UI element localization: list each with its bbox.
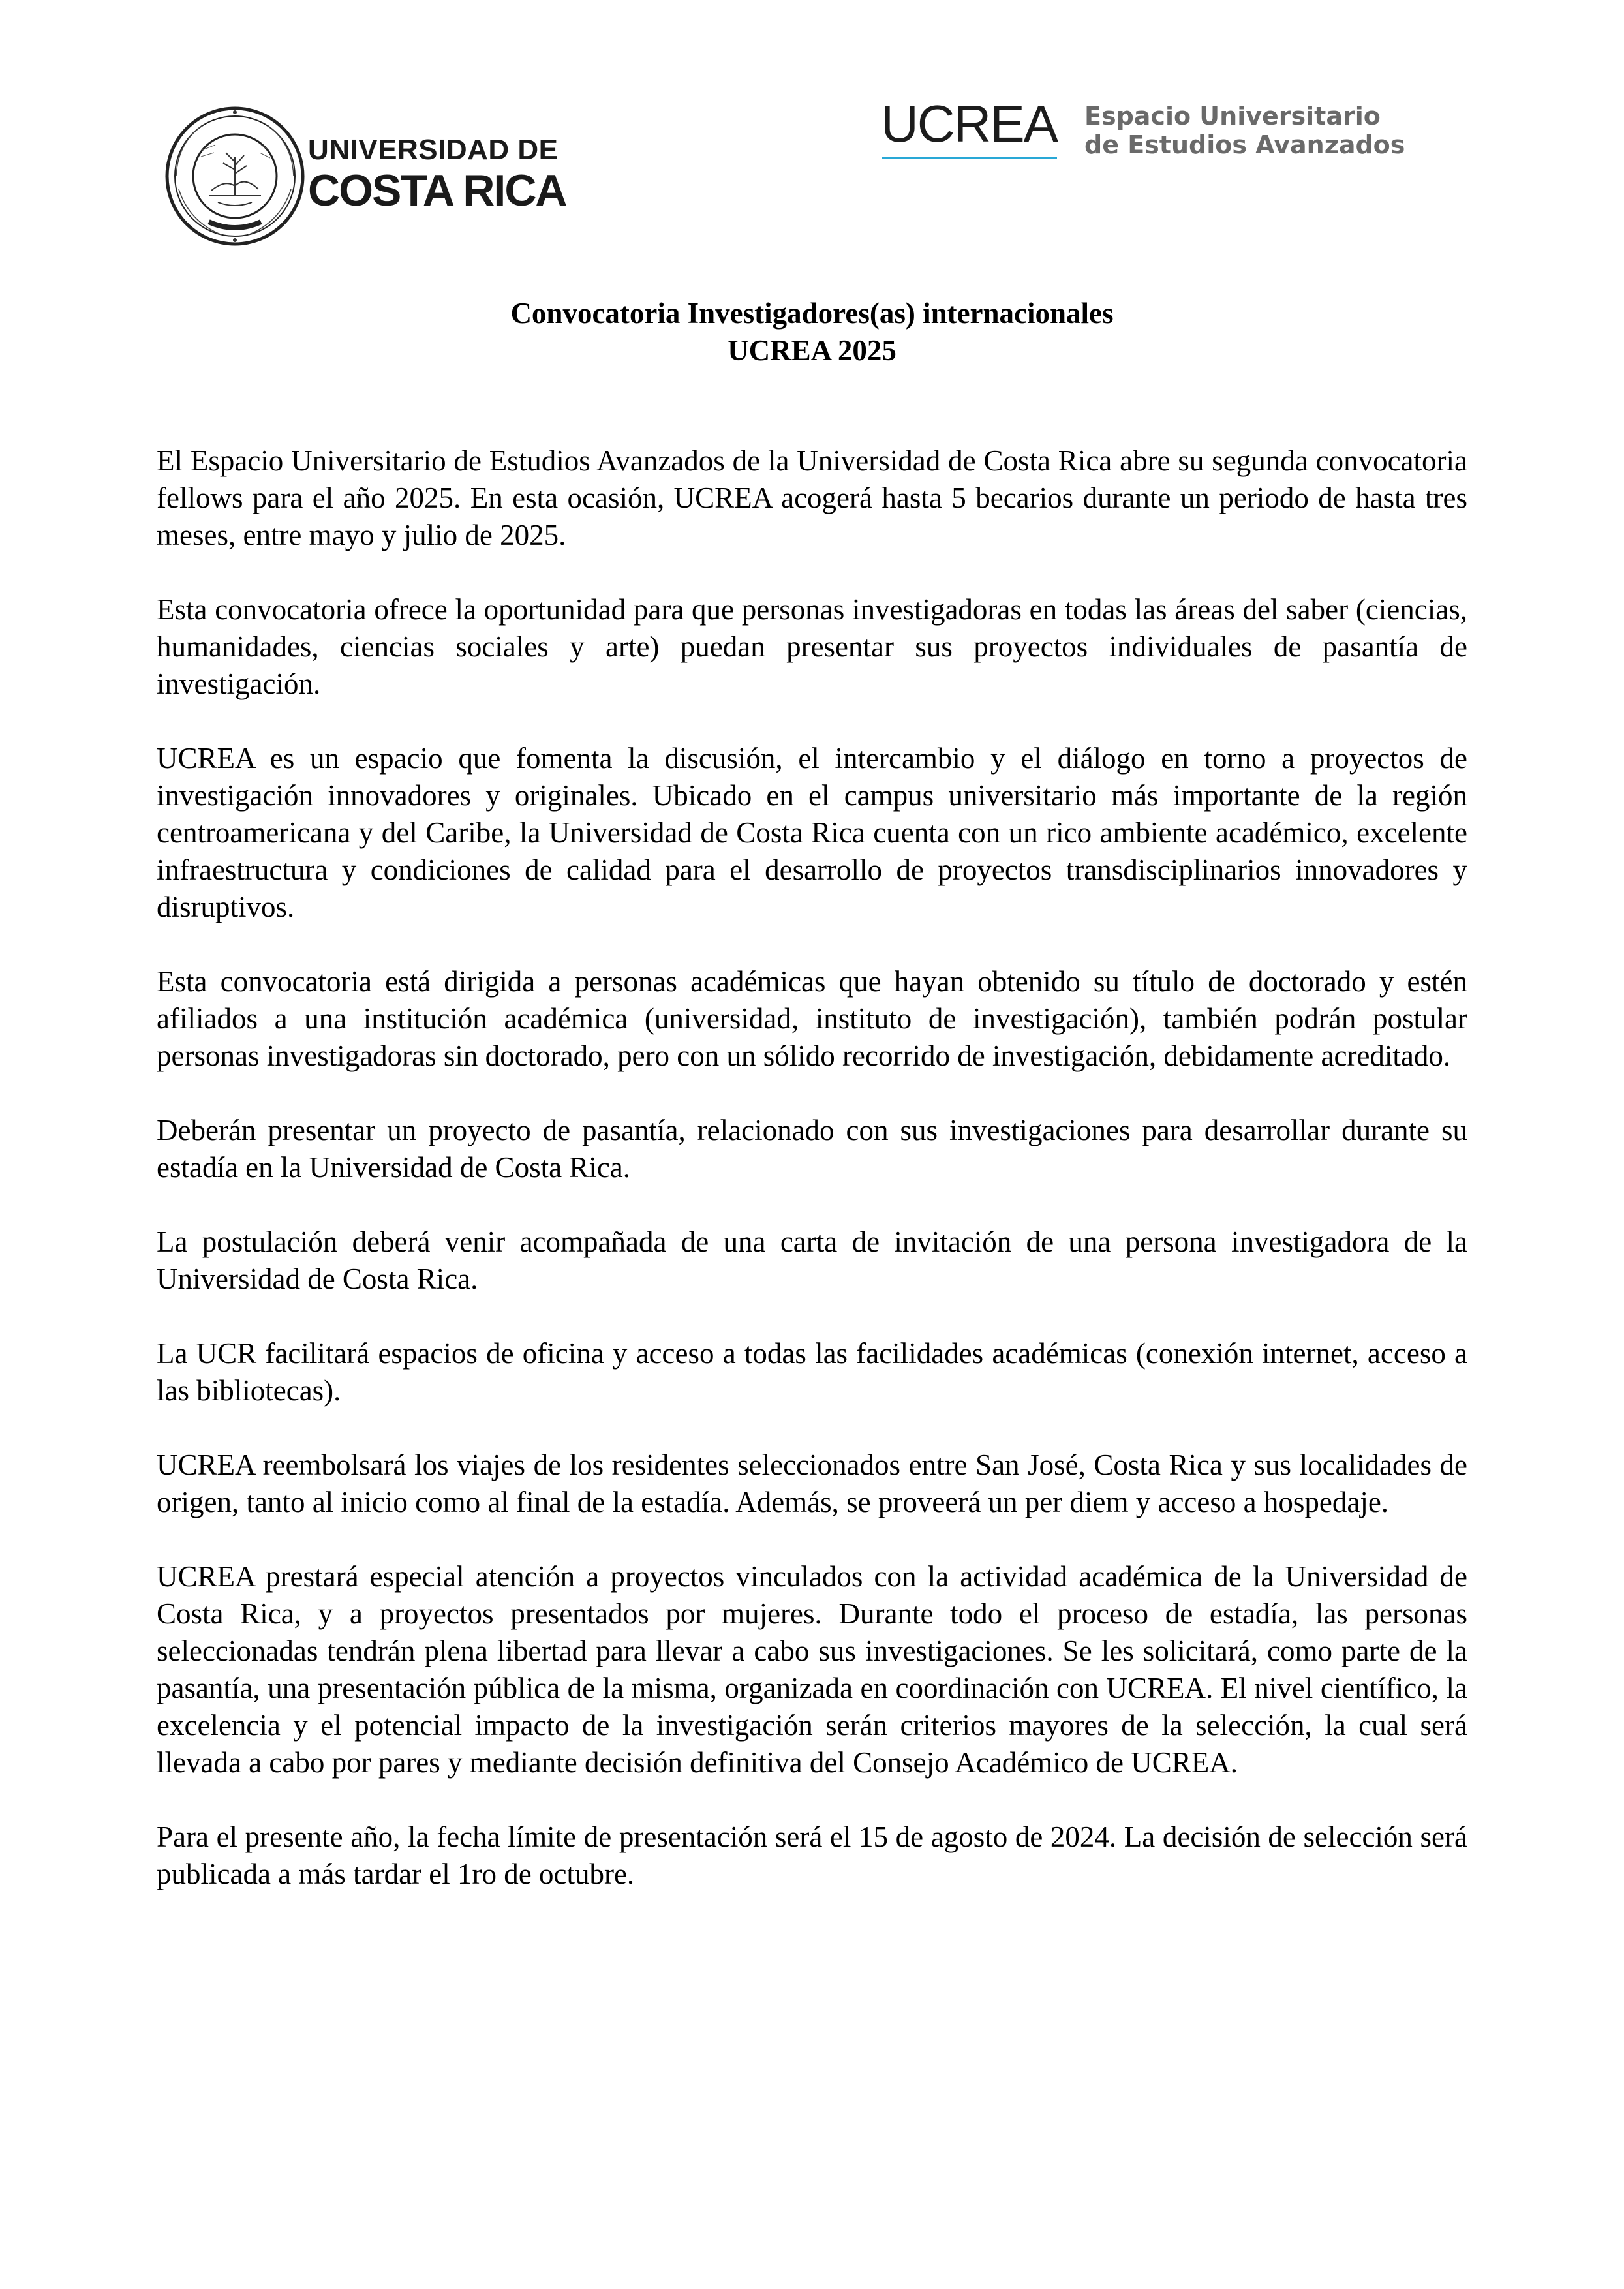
paragraph-deadline: Para el presente año, la fecha límite de presentación será el 15 de agosto de 2024. La decisión de selección será publicada a más tardar el 1ro de octubre. (157, 1820, 1467, 1890)
title-line-1: Convocatoria Investigadores(as) internacionales (510, 297, 1114, 330)
ucr-seal-icon (163, 104, 307, 248)
paragraph-about-ucrea: UCREA es un espacio que fomenta la discusión, el intercambio y el diálogo en torno a proyectos de investigación innovadores y originales. Ubicado en el campus universitario más importante de la región centroamericana y del Caribe, la Universidad de Costa Rica cuenta con un rico ambiente académico, excelente infraestructura y condiciones de calidad para el desarrollo de proyectos transdisciplinarios innovadores y disruptivos. (157, 742, 1467, 923)
ucrea-logo (881, 95, 1416, 170)
ucr-logo (163, 104, 566, 254)
paragraph-selection: UCREA prestará especial atención a proyectos vinculados con la actividad académica de la Universidad de Costa Rica, y a proyectos presentados por mujeres. Durante todo el proceso de estadía, las personas seleccionadas tendrán plena libertad para llevar a cabo sus investigaciones. Se les solicitará, como parte de la pasantía, una presentación pública de la misma, organizada en coordinación con UCREA. El nivel científico, la excelencia y el potencial impacto de la investigación serán criterios mayores de la selección, la cual será llevada a cabo por pares y mediante decisión definitiva del Consejo Académico de UCREA. (157, 1560, 1467, 1779)
ucrea-subtitle-line2: de Estudios Avanzados (1084, 131, 1405, 159)
title-line-2: UCREA 2025 (728, 334, 896, 367)
paragraph-invitation-letter: La postulación deberá venir acompañada de una carta de invitación de una persona investigadora de la Universidad de Costa Rica. (157, 1225, 1467, 1295)
document-title (157, 295, 1467, 369)
ucr-wordmark-line1: UNIVERSIDAD DE (308, 134, 559, 166)
paragraph-opportunity: Esta convocatoria ofrece la oportunidad para que personas investigadoras en todas las áreas del saber (ciencias, humanidades, ciencias sociales y arte) puedan presentar sus proyectos individuales de pasantía de investigación. (157, 593, 1467, 700)
ucr-wordmark-line2: COSTA RICA (308, 166, 566, 215)
ucrea-subtitle (1084, 102, 1405, 159)
paragraph-facilities: La UCR facilitará espacios de oficina y acceso a todas las facilidades académicas (conexión internet, acceso a las bibliotecas). (157, 1337, 1467, 1407)
paragraph-travel: UCREA reembolsará los viajes de los residentes seleccionados entre San José, Costa Rica y sus localidades de origen, tanto al inicio como al final de la estadía. Además, se proveerá un per diem y acceso a hospedaje. (157, 1449, 1467, 1518)
ucrea-wordmark: UCREA (881, 95, 1058, 153)
document-body (157, 442, 1467, 1930)
paragraph-eligibility: Esta convocatoria está dirigida a personas académicas que hayan obtenido su título de doctorado y estén afiliados a una institución académica (universidad, instituto de investigación), también podrán postular personas investigadoras sin doctorado, pero con un sólido recorrido de investigación, debidamente acreditado. (157, 965, 1467, 1072)
ucrea-underline (882, 157, 1057, 159)
ucrea-subtitle-line1: Espacio Universitario (1084, 102, 1381, 131)
paragraph-project: Deberán presentar un proyecto de pasantía, relacionado con sus investigaciones para desarrollar durante su estadía en la Universidad de Costa Rica. (157, 1114, 1467, 1184)
page-header (0, 0, 1624, 274)
paragraph-intro: El Espacio Universitario de Estudios Avanzados de la Universidad de Costa Rica abre su segunda convocatoria fellows para el año 2025. En esta ocasión, UCREA acogerá hasta 5 becarios durante un periodo de hasta tres meses, entre mayo y julio de 2025. (157, 444, 1467, 551)
ucr-wordmark (308, 134, 566, 215)
